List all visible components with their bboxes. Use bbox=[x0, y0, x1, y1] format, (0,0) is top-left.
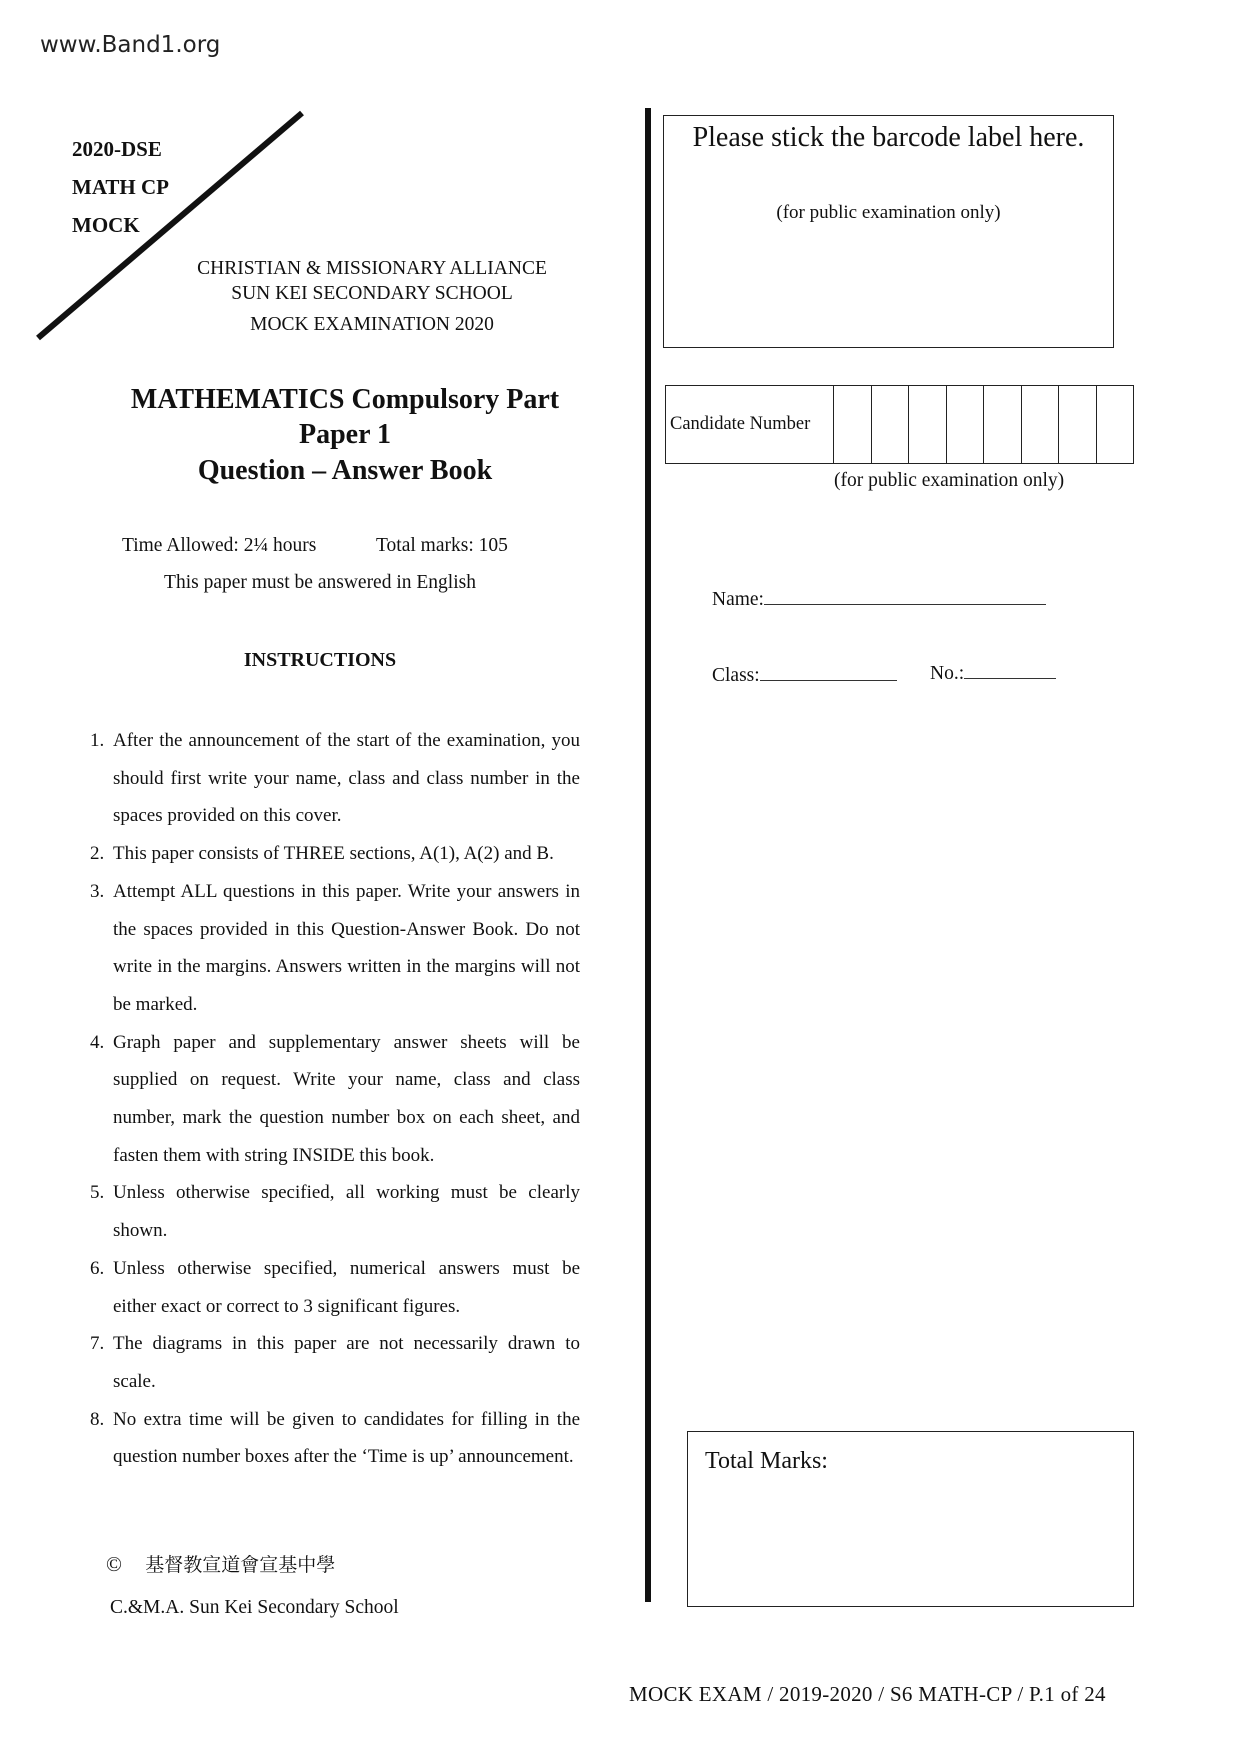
total-marks-info: Total marks: 105 bbox=[376, 535, 508, 556]
class-input-line[interactable] bbox=[760, 662, 897, 681]
class-field bbox=[712, 662, 897, 687]
item-number: 1. bbox=[90, 730, 105, 751]
item-number: 4. bbox=[90, 1031, 105, 1053]
corner-label-type: MOCK bbox=[72, 213, 140, 237]
item-text: Unless otherwise specified, numerical answers must be either exact or correct to 3 significant figures. bbox=[113, 1257, 580, 1317]
exam-name: MOCK EXAMINATION 2020 bbox=[250, 314, 494, 335]
instruction-item bbox=[90, 1401, 580, 1476]
candidate-digit-cell[interactable] bbox=[872, 386, 910, 463]
item-text: This paper consists of THREE sections, A(1), A(2) and B. bbox=[113, 843, 554, 865]
school-name-line2: SUN KEI SECONDARY SCHOOL bbox=[231, 283, 513, 304]
page-footer: MOCK EXAM / 2019-2020 / S6 MATH-CP / P.1 of 24 bbox=[629, 1682, 1106, 1706]
paper-title: MATHEMATICS Compulsory Part bbox=[130, 384, 560, 415]
candidate-digit-cell[interactable] bbox=[984, 386, 1022, 463]
item-number: 3. bbox=[90, 880, 105, 902]
school-english-name: C.&M.A. Sun Kei Secondary School bbox=[110, 1597, 399, 1618]
instruction-item bbox=[90, 1024, 580, 1175]
number-label: No.: bbox=[930, 663, 965, 684]
instruction-item bbox=[90, 873, 580, 1024]
candidate-digit-cell[interactable] bbox=[834, 386, 872, 463]
barcode-label-box bbox=[663, 115, 1114, 348]
number-field bbox=[930, 660, 1056, 685]
name-label: Name: bbox=[712, 589, 764, 610]
total-marks-label: Total Marks: bbox=[705, 1448, 828, 1474]
item-text: After the announcement of the start of the examination, you should first write your name, class and class number in the spaces provided on this cover. bbox=[113, 730, 580, 827]
name-field bbox=[712, 586, 1046, 611]
barcode-heading: Please stick the barcode label here. bbox=[692, 122, 1085, 153]
school-name-line1: CHRISTIAN & MISSIONARY ALLIANCE bbox=[197, 258, 547, 279]
language-note: This paper must be answered in English bbox=[164, 572, 476, 593]
item-text: Unless otherwise specified, all working must be clearly shown. bbox=[113, 1182, 580, 1242]
item-number: 7. bbox=[90, 1333, 105, 1355]
instructions-list bbox=[90, 722, 580, 1476]
paper-number: Paper 1 bbox=[298, 419, 392, 450]
candidate-digit-cell[interactable] bbox=[947, 386, 985, 463]
instruction-item bbox=[90, 1325, 580, 1400]
item-text: The diagrams in this paper are not necessarily drawn to scale. bbox=[113, 1333, 580, 1392]
candidate-number-box bbox=[665, 385, 1134, 464]
item-number: 6. bbox=[90, 1257, 105, 1279]
item-text: Graph paper and supplementary answer sheets will be supplied on request. Write your name, class and class number, mark the question number box on each sheet, and fasten them with string INSIDE this book. bbox=[113, 1031, 580, 1166]
diagonal-slash bbox=[0, 0, 340, 360]
item-text: No extra time will be given to candidates for filling in the question number boxes after the ‘Time is up’ announcement. bbox=[113, 1408, 580, 1468]
school-chinese-name: 基督教宣道會宣基中學 bbox=[145, 1554, 336, 1576]
barcode-note: (for public examination only) bbox=[776, 202, 1001, 223]
candidate-digit-cell[interactable] bbox=[909, 386, 947, 463]
candidate-digit-cell[interactable] bbox=[1022, 386, 1060, 463]
instruction-item bbox=[90, 835, 580, 873]
book-type: Question – Answer Book bbox=[197, 455, 493, 486]
instructions-heading: INSTRUCTIONS bbox=[243, 649, 397, 671]
candidate-number-label: Candidate Number bbox=[666, 386, 834, 463]
item-text: Attempt ALL questions in this paper. Write your answers in the spaces provided in this Question-Answer Book. Do not write in the margins. Answers written in the margins will not be marked. bbox=[113, 880, 580, 1015]
item-number: 5. bbox=[90, 1182, 105, 1204]
page-divider bbox=[645, 108, 651, 1602]
watermark-url: www.Band1.org bbox=[40, 32, 221, 58]
number-input-line[interactable] bbox=[964, 660, 1056, 679]
copyright-line bbox=[106, 1550, 335, 1577]
instruction-item bbox=[90, 722, 580, 835]
total-marks-box bbox=[687, 1431, 1134, 1607]
time-allowed: Time Allowed: 2¼ hours bbox=[122, 535, 317, 556]
instruction-item bbox=[90, 1250, 580, 1325]
name-input-line[interactable] bbox=[764, 586, 1046, 605]
instruction-item bbox=[90, 1174, 580, 1249]
candidate-number-note: (for public examination only) bbox=[834, 470, 1065, 491]
item-number: 8. bbox=[90, 1408, 105, 1430]
item-number: 2. bbox=[90, 843, 105, 865]
candidate-digit-cell[interactable] bbox=[1059, 386, 1097, 463]
corner-label-subject: MATH CP bbox=[72, 175, 170, 199]
copyright-icon: © bbox=[106, 1552, 122, 1576]
class-label: Class: bbox=[712, 665, 760, 686]
candidate-digit-cell[interactable] bbox=[1097, 386, 1134, 463]
corner-label-exam: 2020-DSE bbox=[72, 137, 162, 161]
